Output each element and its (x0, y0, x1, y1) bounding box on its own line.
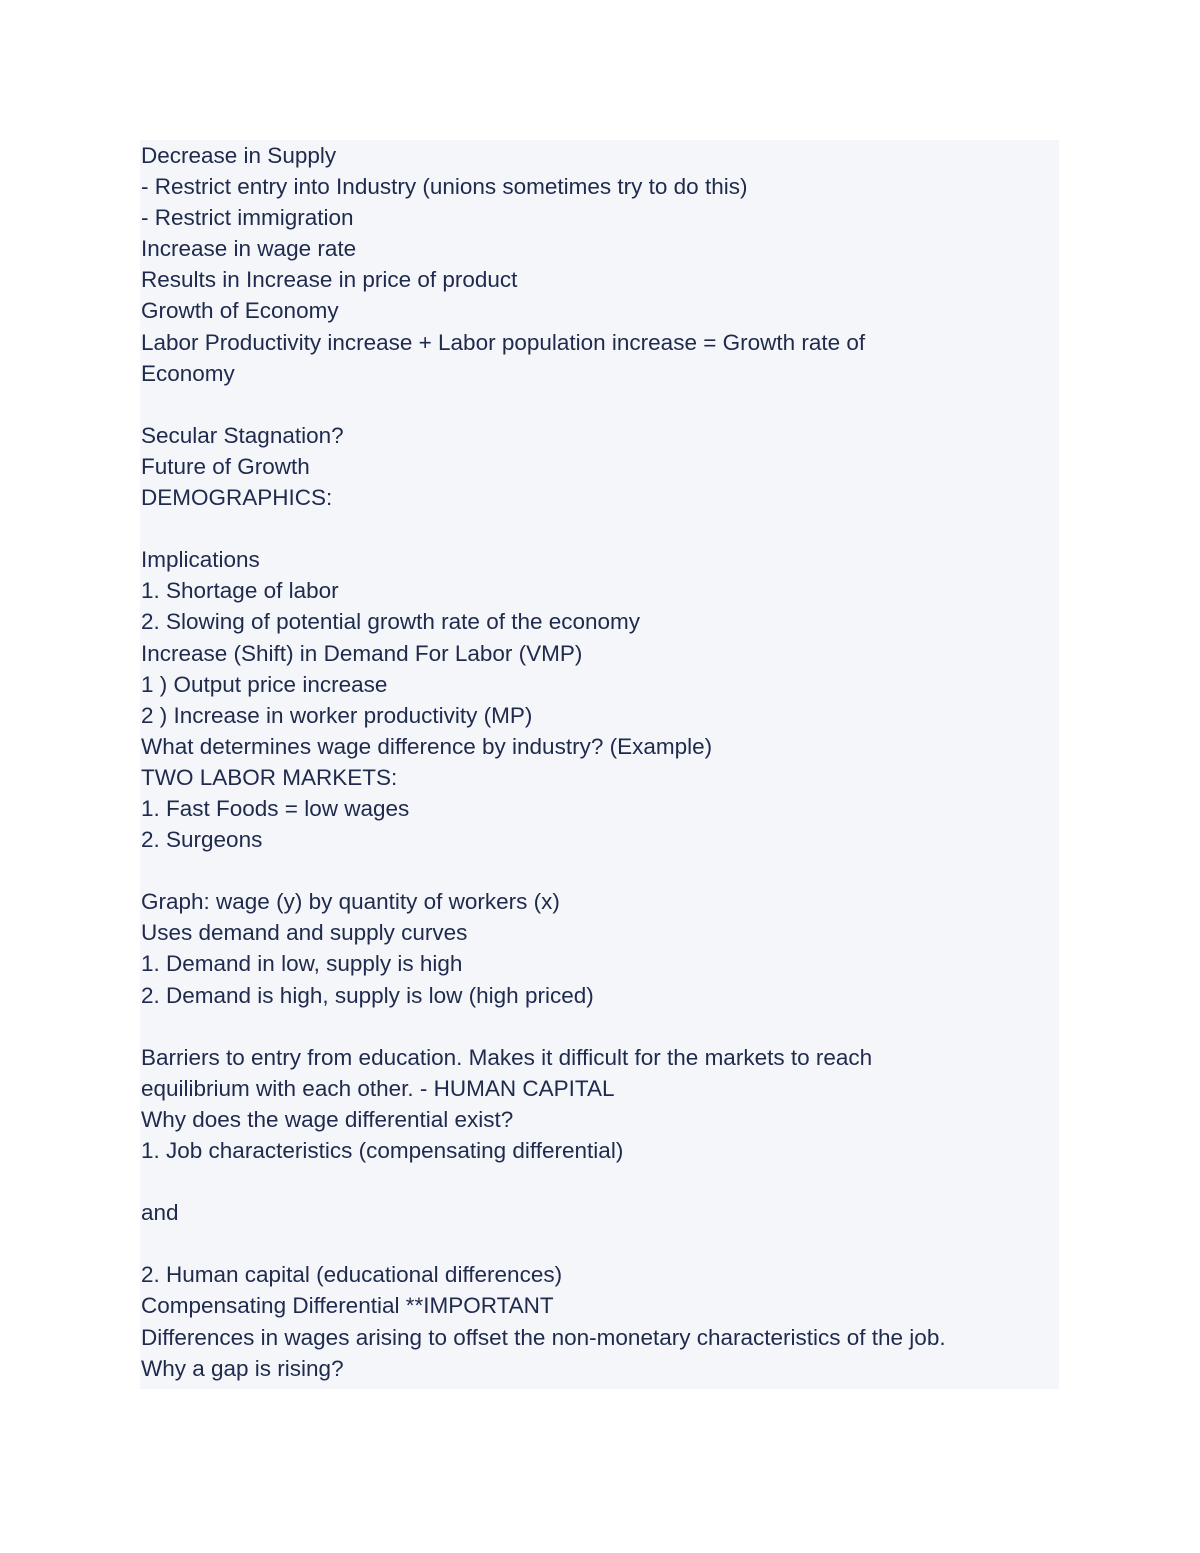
text-line: 2. Slowing of potential growth rate of the economy (141, 609, 641, 635)
text-line: Uses demand and supply curves (141, 920, 468, 946)
blank-line (140, 1166, 1059, 1197)
text-line: Differences in wages arising to offset the non-monetary characteristics of the job. (141, 1324, 946, 1350)
text-line: Barriers to entry from education. Makes it difficult for the markets to reach (141, 1044, 873, 1070)
blank-line (140, 513, 1059, 544)
text-line: DEMOGRAPHICS: (141, 485, 333, 511)
text-line: Labor Productivity increase + Labor population increase = Growth rate of (141, 329, 866, 355)
text-line: Decrease in Supply (141, 143, 337, 168)
blank-line (140, 389, 1059, 420)
text-line: Graph: wage (y) by quantity of workers (x) (141, 889, 560, 915)
text-line: What determines wage difference by industry? (Example) (141, 733, 713, 759)
text-line: Implications (141, 547, 260, 573)
text-line: Future of Growth (141, 453, 310, 479)
text-line: Increase (Shift) in Demand For Labor (VMP) (141, 640, 583, 666)
text-line: equilibrium with each other. - HUMAN CAPITAL (141, 1075, 615, 1101)
text-line: Growth of Economy (141, 298, 339, 324)
text-line: and (141, 1200, 179, 1226)
blank-line (140, 855, 1059, 886)
text-line: Why does the wage differential exist? (141, 1106, 514, 1132)
text-line: 2 ) Increase in worker productivity (MP) (141, 702, 533, 728)
blank-line (140, 1011, 1059, 1042)
blank-line (140, 1228, 1059, 1259)
text-line: 1 ) Output price increase (141, 671, 388, 697)
text-line: 2. Human capital (educational differences) (141, 1262, 563, 1288)
text-line: - Restrict entry into Industry (unions sometimes try to do this) (141, 174, 748, 200)
text-line: 2. Demand is high, supply is low (high priced) (141, 982, 594, 1008)
text-line: 1. Shortage of labor (141, 578, 339, 604)
text-line: - Restrict immigration (141, 205, 354, 231)
text-line: Results in Increase in price of product (141, 267, 518, 293)
text-line: Secular Stagnation? (141, 422, 344, 448)
text-line: Economy (141, 360, 235, 386)
text-line: TWO LABOR MARKETS: (141, 764, 398, 790)
text-line: 1. Fast Foods = low wages (141, 795, 410, 821)
text-line: 2. Surgeons (141, 827, 263, 853)
text-line: Why a gap is rising? (141, 1355, 344, 1381)
text-line: 1. Demand in low, supply is high (141, 951, 463, 977)
text-line: 1. Job characteristics (compensating differential) (141, 1138, 624, 1163)
text-line: Increase in wage rate (141, 236, 357, 262)
notes-text-block (140, 140, 1059, 1389)
text-line: Compensating Differential **IMPORTANT (141, 1293, 554, 1319)
